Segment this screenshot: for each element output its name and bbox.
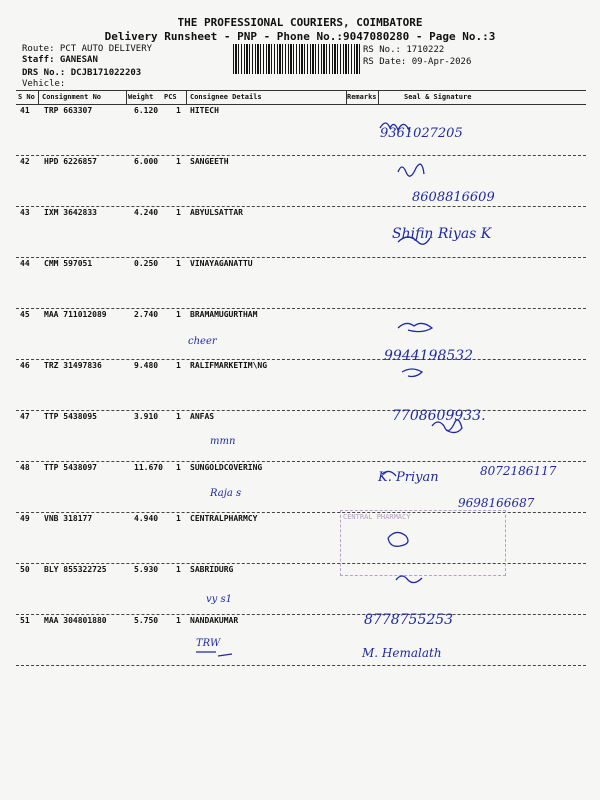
row-signature: Shifin Riyas K [392,226,492,242]
row-consignee: BRAMAMUGURTHAM [190,310,258,319]
col-sno: S No [18,93,35,101]
col-weight: Weight [128,93,154,101]
row-sno: 46 [20,361,30,370]
row-consignment-no: MAA 304801880 [44,616,107,625]
row-pcs: 1 [176,157,181,166]
row-consignee: VINAYAGANATTU [190,259,253,268]
row-signature: M. Hemalath [362,646,442,660]
row-consignee: RALIFMARKETIM\NG [190,361,268,370]
row-weight: 4.240 [134,208,159,217]
row-divider [16,665,586,666]
row-weight: 2.740 [134,310,159,319]
row-pcs: 1 [176,361,181,370]
row-weight: 11.670 [134,463,163,472]
vehicle-label: Vehicle: [22,79,66,89]
row-sno: 51 [20,616,30,625]
row-sno: 42 [20,157,30,166]
row-pcs: 1 [176,310,181,319]
row-pcs: 1 [176,463,181,472]
row-consignee: SABRIDURG [190,565,234,574]
row-pcs: 1 [176,616,181,625]
row-pcs: 1 [176,259,181,268]
rs-number: RS No.: 1710222 [363,45,445,55]
row-signature: 7708609933. [392,408,486,424]
row-weight: 9.480 [134,361,159,370]
row-consignee: HITECH [190,106,219,115]
row-handwritten-note: mmn [210,436,236,447]
row-signature: 8608816609 [412,190,495,205]
col-consignee: Consignee Details [190,93,262,101]
stamp-text: CENTRAL PHARMACY [343,513,411,521]
col-remarks: Remarks [347,93,377,101]
row-handwritten-note: Raja s [210,488,242,499]
col-pcs: PCS [164,93,177,101]
barcode-image [233,44,361,74]
row-pcs: 1 [176,208,181,217]
row-weight: 0.250 [134,259,159,268]
row-sno: 47 [20,412,30,421]
row-sno: 50 [20,565,30,574]
pharmacy-stamp [340,510,506,576]
row-weight: 3.910 [134,412,159,421]
col-consignment: Consignment No [42,93,102,101]
row-handwritten-note: vy s1 [206,594,232,605]
row-sno: 43 [20,208,30,217]
drs-label: DRS No.: DCJB171022203 [22,68,142,78]
row-pcs: 1 [176,514,181,523]
row-sno: 45 [20,310,30,319]
row-weight: 6.120 [134,106,159,115]
row-sno: 44 [20,259,30,268]
row-consignee: ABYULSATTAR [190,208,243,217]
row-handwritten-note: TRW [196,638,221,649]
row-consignment-no: TTP 5438097 [44,463,97,472]
row-consignment-no: MAA 711012089 [44,310,107,319]
row-signature: 9361027205 [380,126,463,141]
company-title: THE PROFESSIONAL COURIERS, COIMBATORE [177,16,423,29]
table-row [16,257,586,309]
table-row [16,308,586,364]
row-consignee: CENTRALPHARMCY [190,514,258,523]
row-consignee: ANFAS [190,412,215,421]
row-consignee: SUNGOLDCOVERING [190,463,263,472]
row-pcs: 1 [176,565,181,574]
row-consignee: SANGEETH [190,157,229,166]
rs-date: RS Date: 09-Apr-2026 [363,57,472,67]
row-consignment-no: HPD 6226857 [44,157,97,166]
row-pcs: 1 [176,412,181,421]
row-consignment-no: BLY 855322725 [44,565,107,574]
row-sno: 41 [20,106,30,115]
table-row [16,155,586,207]
table-row [16,461,586,513]
k-priyan-signature: K. Priyan [378,470,439,485]
row-signature: 8072186117 [480,464,557,478]
row-consignment-no: TTP 5438095 [44,412,97,421]
row-signature: 8778755253 [364,612,454,628]
row-consignment-no: IXM 3642833 [44,208,97,217]
table-row [16,206,586,258]
row-consignment-no: VNB 318177 [44,514,93,523]
route-label: Route: PCT AUTO DELIVERY [22,44,153,54]
row-weight: 5.930 [134,565,159,574]
row-weight: 6.000 [134,157,159,166]
row-consignee: NANDAKUMAR [190,616,239,625]
runsheet-subtitle: Delivery Runsheet - PNP - Phone No.:9047080280 - Page No.:3 [104,30,496,43]
table-row [16,614,586,666]
row-pcs: 1 [176,106,181,115]
row-handwritten-note: cheer [188,336,217,347]
row-consignment-no: TRZ 31497836 [44,361,102,370]
row-sno: 49 [20,514,30,523]
row-consignment-no: TRP 663307 [44,106,93,115]
row-signature: 9698166687 [458,496,535,510]
row-weight: 4.940 [134,514,159,523]
row-signature: 9944198532 [384,348,474,364]
staff-label: Staff: GANESAN [22,55,98,65]
row-weight: 5.750 [134,616,159,625]
row-consignment-no: CMM 597051 [44,259,93,268]
table-row [16,104,586,156]
row-sno: 48 [20,463,30,472]
col-seal-signature: Seal & Signature [404,93,472,101]
